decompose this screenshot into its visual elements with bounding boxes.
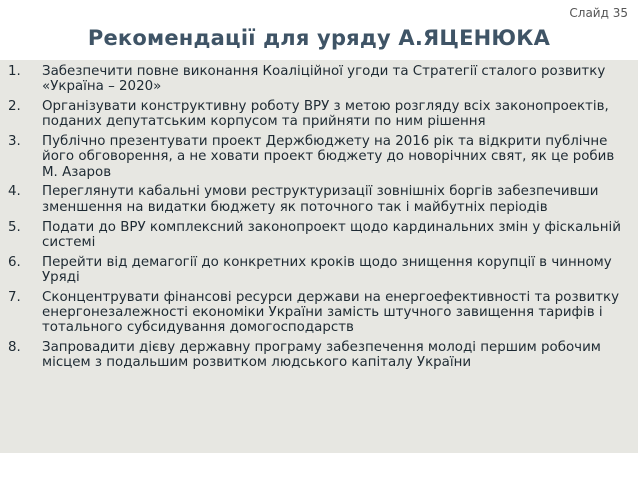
item-number: 7.: [8, 289, 21, 305]
bottom-strip: [0, 453, 638, 479]
item-number: 1.: [8, 64, 21, 79]
list-item: [8, 290, 628, 336]
item-text: Публічно презентувати проект Держбюджету на 2016 рік та відкрити публічне його обговорення, а не ховати проект бюджету до новорічних свят, як це робив М. Азаров: [42, 134, 615, 180]
list-item: [8, 99, 628, 129]
item-text: Переглянути кабальні умови реструктуризації зовнішніх боргів забезпечивши зменшення на видатки бюджету як поточного так і майбутніх періодів: [42, 184, 599, 215]
item-number: 5.: [8, 219, 21, 235]
item-text: Подати до ВРУ комплексний законопроект щодо кардинальних змін у фіскальній системі: [42, 219, 621, 250]
item-text: Перейти від демагогії до конкретних кроків щодо знищення корупції в чинному Уряді: [42, 254, 612, 285]
item-text: Забезпечити повне виконання Коаліційної угоди та Стратегії сталого розвитку «Україна – 2020»: [42, 64, 606, 95]
list-item: [8, 340, 628, 370]
item-number: 4.: [8, 184, 21, 200]
item-number: 2.: [8, 99, 21, 115]
item-number: 3.: [8, 134, 21, 150]
item-number: 8.: [8, 340, 21, 356]
recommendations-list: [8, 64, 628, 370]
item-text: Сконцентрувати фінансові ресурси держави на енергоефективності та розвитку енергонезалежності економіки України замість штучного завищення тарифів і тотального субсидування домогосподарств: [42, 289, 620, 336]
list-item: [8, 184, 628, 214]
item-number: 6.: [8, 254, 21, 270]
item-text: Організувати конструктивну роботу ВРУ з метою розгляду всіх законопроектів, поданих депутатським корпусом та прийняти по ним рішення: [42, 99, 609, 130]
list-item: [8, 64, 628, 94]
item-text: Запровадити дієву державну програму забезпечення молоді першим робочим місцем з подальшим розвитком людського капіталу України: [42, 340, 601, 371]
slide-title: Рекомендації для уряду А.ЯЦЕНЮКА: [87, 26, 551, 50]
list-item: [8, 134, 628, 180]
slide-number: Слайд 35: [569, 6, 628, 20]
list-item: [8, 255, 628, 285]
content-panel: [0, 60, 638, 453]
list-item: [8, 220, 628, 250]
